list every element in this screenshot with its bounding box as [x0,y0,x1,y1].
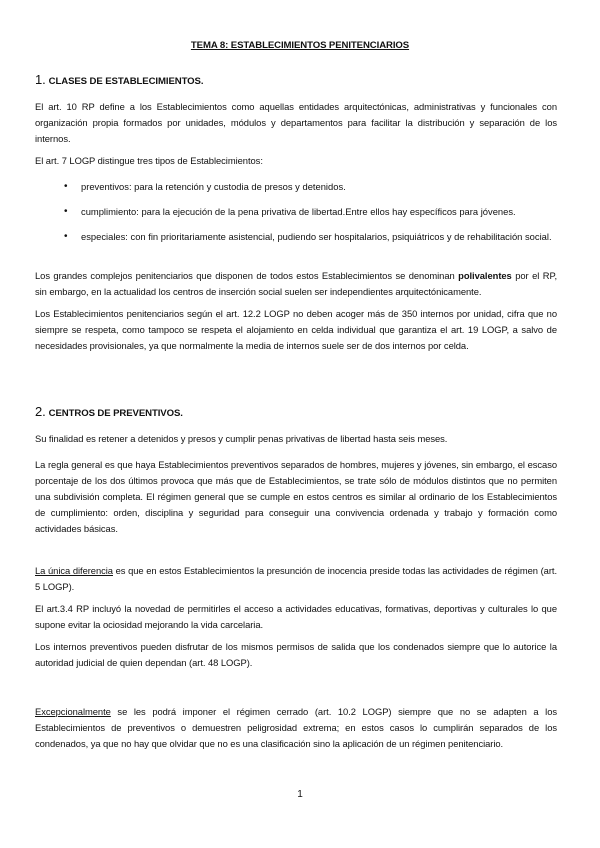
section-2-paragraph-5: Los internos preventivos pueden disfrutar de los mismos permisos de salida que los condenados siempre que lo autorice la autoridad judicial de quien dependan (art. 48 LOGP). [35,641,557,668]
paragraph-text: por el RP, sin embargo, en la actualidad los centros de inserción social suelen ser independientes arquitectónicamente. [35,270,558,297]
paragraph-text: Los grandes complejos penitenciarios que disponen de todos estos Establecimientos se denominan [35,270,459,281]
document-title: TEMA 8: ESTABLECIMIENTOS PENITENCIARIOS [190,40,410,51]
section-1-title: CLASES DE ESTABLECIMIENTOS. [48,76,204,87]
bold-term: polivalentes [458,270,512,281]
list-item [64,180,558,194]
bullet-icon: • [64,181,68,192]
section-1-number: 1. [35,72,46,87]
page-number: 1 [297,789,303,800]
section-1-paragraph-2: El art. 7 LOGP distingue tres tipos de Establecimientos: [35,155,263,166]
list-item [64,230,558,244]
list-item-text: cumplimiento: para la ejecución de la pena privativa de libertad.Entre ellos hay específicos para jóvenes. [81,206,516,217]
section-1-paragraph-4: Los Establecimientos penitenciarios según el art. 12.2 LOGP no deben acoger más de 350 internos por unidad, cifra que no siempre se respeta, como tampoco se respeta el alojamiento en celda individual que garantiza el art. 19 LOGP, a salvo de necesidades provisionales, ya que normalmente la media de internos suele ser de dos internos por celda. [35,308,557,351]
establishment-types-list [64,180,558,255]
section-2-number: 2. [35,404,46,419]
paragraph-text: es que en estos Establecimientos la presunción de inocencia preside todas las actividades de régimen (art. 5 LOGP). [35,565,557,592]
section-1-paragraph-1: El art. 10 RP define a los Establecimientos como aquellas entidades arquitectónicas, administrativas y funcionales con organización propia formados por unidades, módulos y departamentos para facilitar la distribución y separación de los internos. [35,101,557,144]
list-item [64,205,558,219]
section-2-paragraph-1: Su finalidad es retener a detenidos y presos y cumplir penas privativas de libertad hasta seis meses. [35,433,448,444]
section-2-heading [35,404,183,419]
paragraph-text: se les podrá imponer el régimen cerrado (art. 10.2 LOGP) siempre que no se adapten a los Establecimientos de preventivos o demuestren peligrosidad extrema; en estos casos lo cumplirán separados de los condenados, ya que no hay que olvidar que no es una clasificación sino la aplicación de un régimen penitenciario. [35,706,557,749]
section-2-paragraph-2: La regla general es que haya Establecimientos preventivos separados de hombres, mujeres y jóvenes, sin embargo, el escaso porcentaje de los dos últimos provoca que más que de Establecimientos, se trate sólo de módulos distintos que no permiten una subdivisión completa. El régimen general que se cumple en estos centros es similar al ordinario de los Establecimientos de cumplimiento: orden, disciplina y seguridad para conseguir una convivencia ordenada y trabajo y formación como actividades básicas. [35,459,557,534]
list-item-text: preventivos: para la retención y custodia de presos y detenidos. [81,181,346,192]
section-1-paragraph-3 [35,268,557,300]
section-1-heading [35,72,203,87]
section-2-paragraph-4: El art.3.4 RP incluyó la novedad de permitirles el acceso a actividades educativas, formativas, deportivas y culturales lo que supone evitar la ociosidad mejorando la vida carcelaria. [35,603,557,630]
section-2-title: CENTROS DE PREVENTIVOS. [48,408,183,419]
underlined-term: Excepcionalmente [35,706,111,717]
bullet-icon: • [64,231,68,242]
section-2-paragraph-3 [35,563,557,595]
underlined-term: La única diferencia [35,565,113,576]
list-item-text: especiales: con fin prioritariamente asistencial, pudiendo ser hospitalarios, psiquiátricos y de rehabilitación social. [81,231,552,242]
bullet-icon: • [64,206,68,217]
section-2-paragraph-6 [35,704,557,752]
